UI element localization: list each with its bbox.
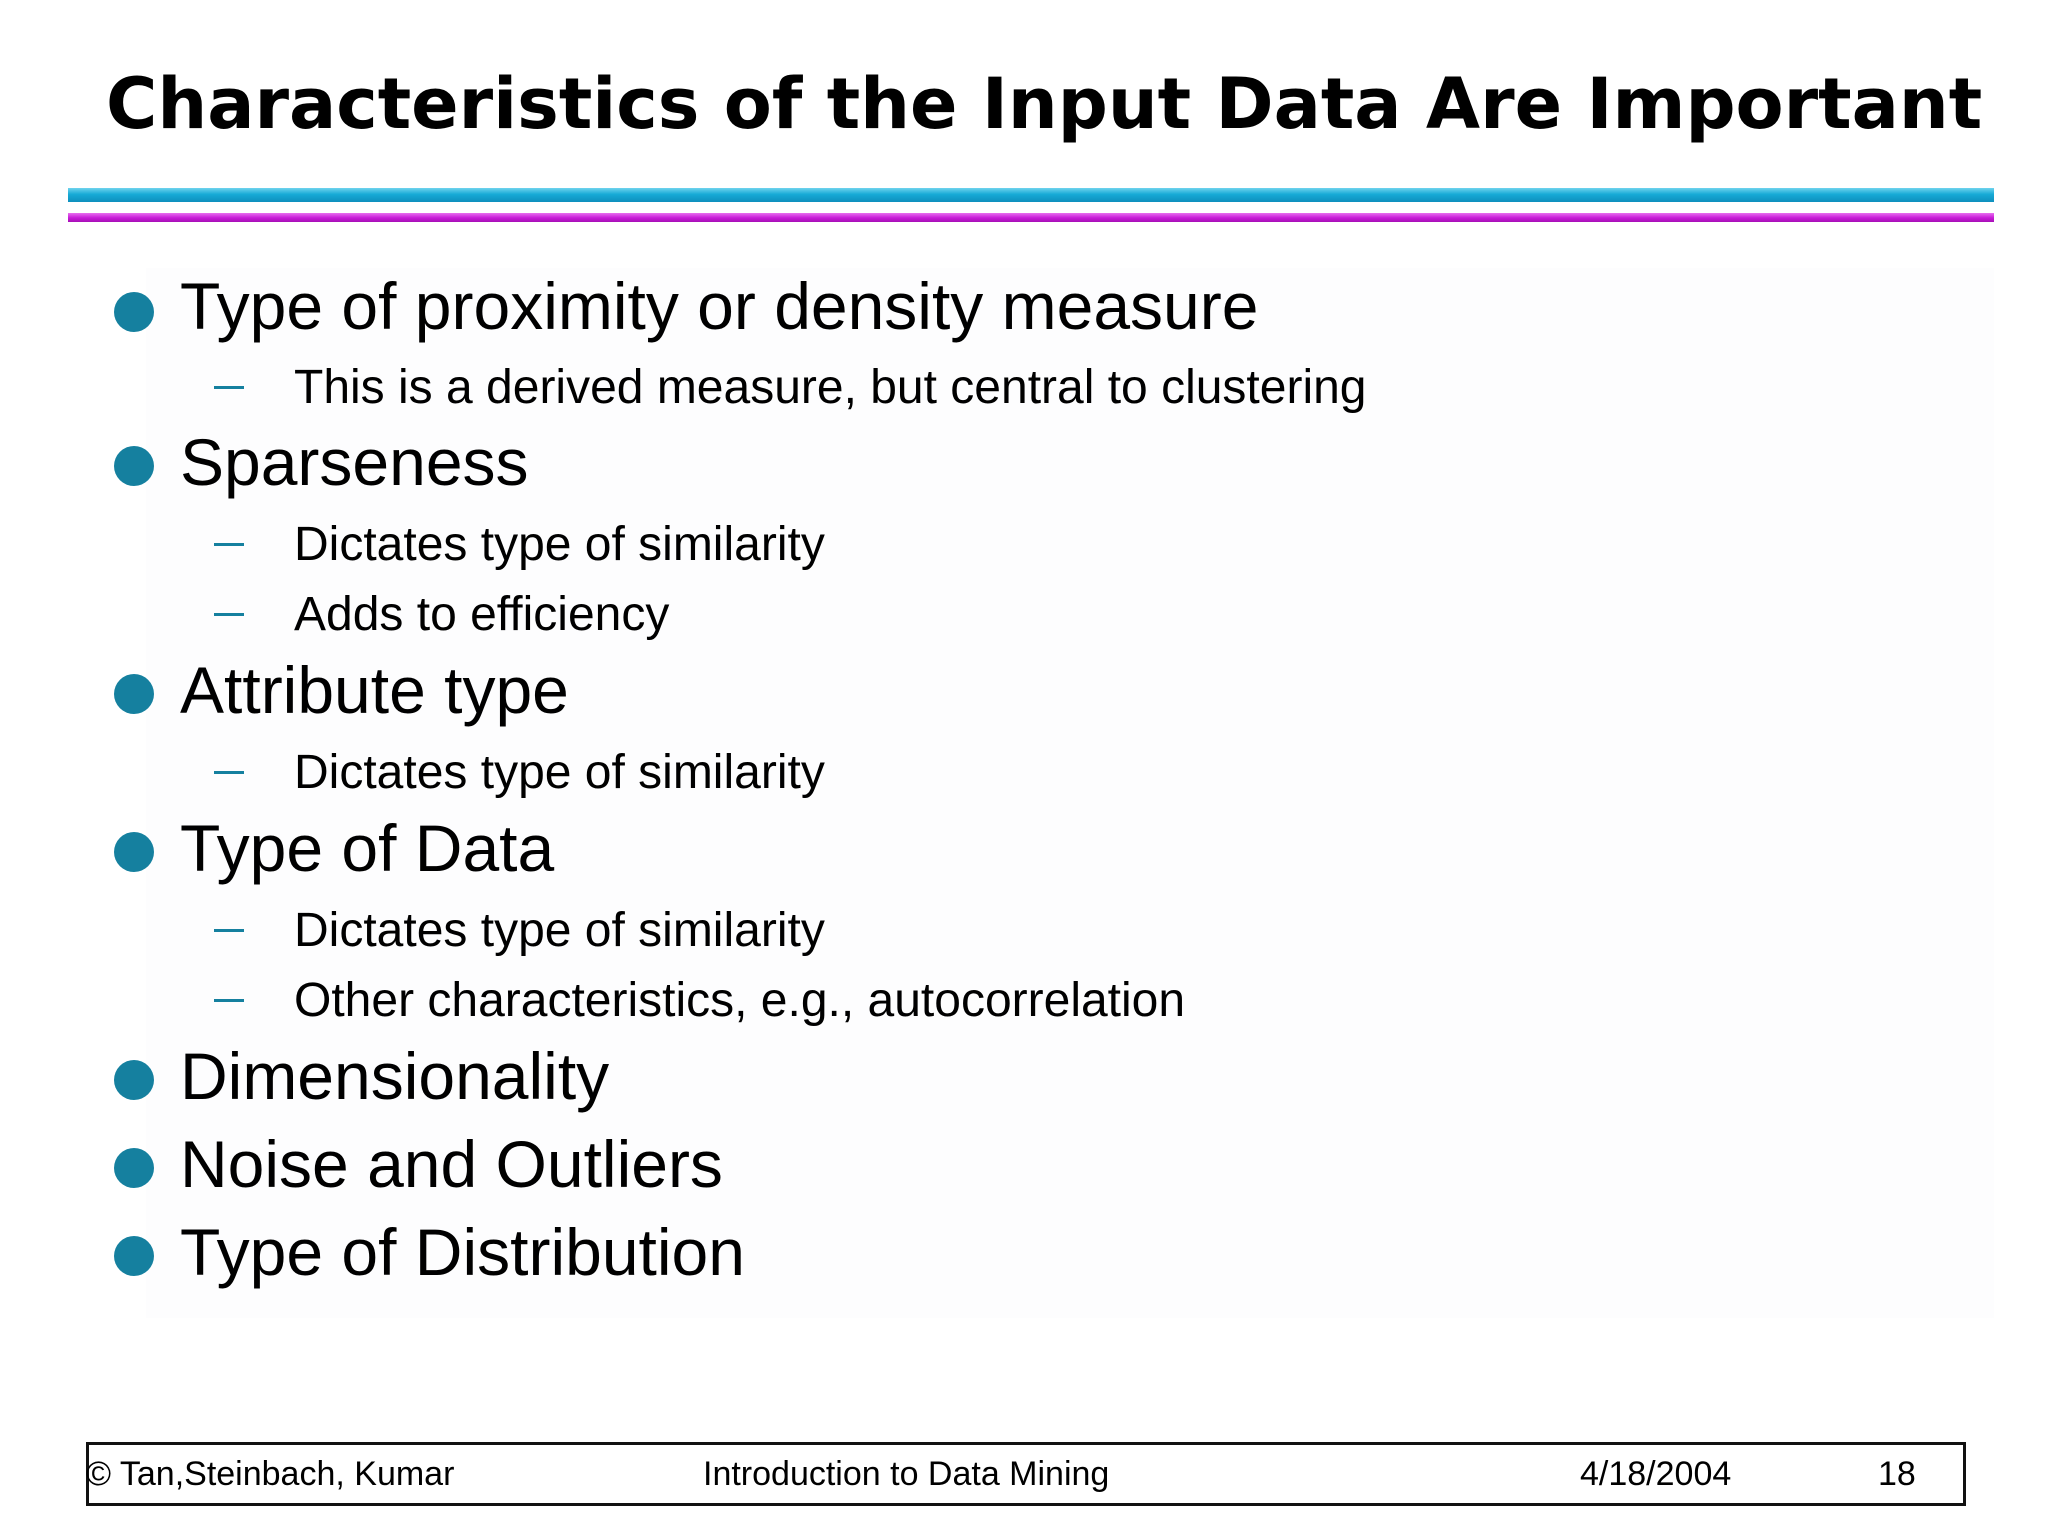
sub-bullet-item: Dictates type of similarity: [294, 518, 825, 571]
bullet-dot-icon: [114, 292, 154, 332]
bullet-item: Sparseness: [180, 425, 529, 499]
sub-bullet-item: Dictates type of similarity: [294, 904, 825, 957]
bullet-item: Dimensionality: [180, 1039, 610, 1113]
bullet-dot-icon: [114, 1236, 154, 1276]
dash-icon: [214, 543, 244, 546]
footer-page-number: 18: [1878, 1455, 1916, 1493]
bullet-item: Noise and Outliers: [180, 1127, 723, 1201]
bullet-dot-icon: [114, 446, 154, 486]
dash-icon: [214, 929, 244, 932]
dash-icon: [214, 613, 244, 616]
dash-icon: [214, 771, 244, 774]
sub-bullet-item: This is a derived measure, but central to clustering: [294, 361, 1367, 414]
bullet-dot-icon: [114, 832, 154, 872]
sub-bullet-item: Adds to efficiency: [294, 588, 670, 641]
footer-course-title: Introduction to Data Mining: [703, 1455, 1110, 1493]
bullet-item: Type of proximity or density measure: [180, 269, 1259, 343]
bullet-item: Attribute type: [180, 653, 569, 727]
bullet-dot-icon: [114, 674, 154, 714]
dash-icon: [214, 999, 244, 1002]
bullet-dot-icon: [114, 1060, 154, 1100]
dash-icon: [214, 386, 244, 389]
bullet-item: Type of Data: [180, 811, 555, 885]
footer-date: 4/18/2004: [1580, 1455, 1732, 1493]
bullet-dot-icon: [114, 1148, 154, 1188]
sub-bullet-item: Dictates type of similarity: [294, 746, 825, 799]
sub-bullet-item: Other characteristics, e.g., autocorrelation: [294, 974, 1186, 1027]
footer-copyright: © Tan,Steinbach, Kumar: [86, 1455, 455, 1493]
slide-title: Characteristics of the Input Data Are Important: [106, 63, 1983, 145]
bullet-item: Type of Distribution: [180, 1215, 745, 1289]
